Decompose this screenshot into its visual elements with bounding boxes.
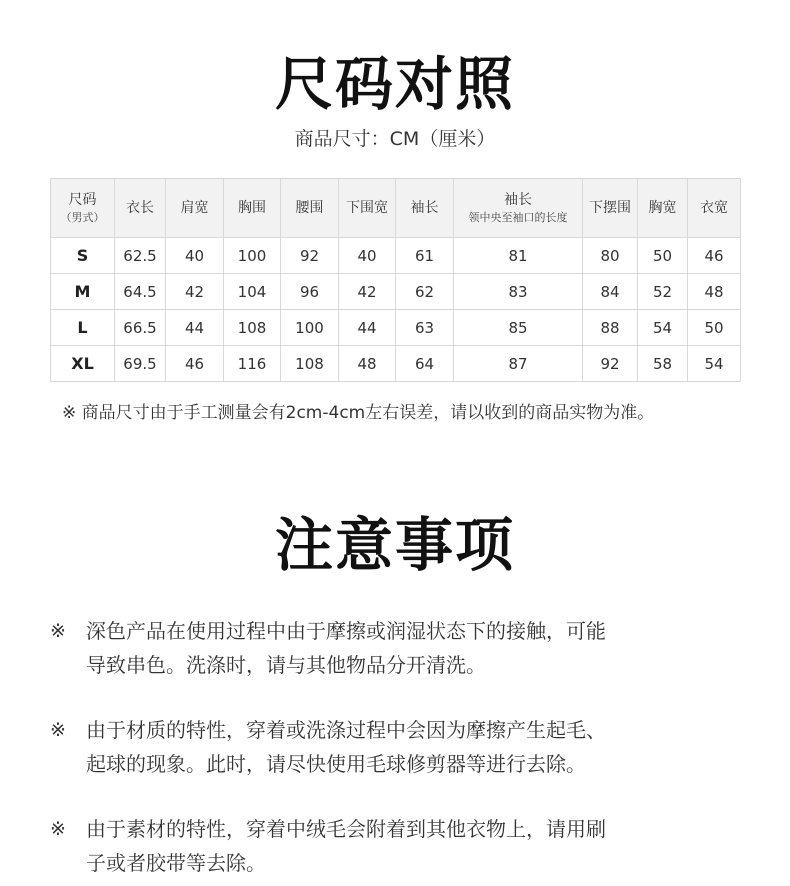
table-row (51, 274, 741, 310)
table-cell: 64 (396, 346, 454, 382)
caution-line: 导致串色。洗涤时，请与其他物品分开清洗。 (86, 653, 486, 677)
table-header-row (51, 179, 741, 238)
table-cell: 92 (281, 238, 339, 274)
cautions-title: 注意事项 (274, 511, 515, 579)
table-header-cell (51, 179, 115, 238)
table-header-cell (396, 179, 454, 238)
table-cell: 54 (688, 346, 741, 382)
size-label-cell: M (51, 274, 115, 310)
header-sublabel: 领中央至袖口的长度 (468, 211, 568, 224)
table-header-cell (281, 179, 339, 238)
table-cell: 48 (339, 346, 396, 382)
header-label: 下摆围 (589, 200, 631, 216)
table-header-cell (224, 179, 281, 238)
header-label: 袖长 (504, 192, 532, 208)
table-row (51, 346, 741, 382)
table-header-cell (688, 179, 741, 238)
table-cell: 80 (583, 238, 638, 274)
table-cell: 92 (583, 346, 638, 382)
table-cell: 108 (224, 310, 281, 346)
header-label: 胸围 (238, 200, 266, 216)
table-cell: 52 (638, 274, 688, 310)
table-cell: 54 (638, 310, 688, 346)
caution-line: 起球的现象。此时，请尽快使用毛球修剪器等进行去除。 (86, 752, 586, 776)
table-cell: 46 (688, 238, 741, 274)
table-cell: 100 (224, 238, 281, 274)
size-table (50, 178, 741, 382)
table-header-cell (454, 179, 583, 238)
header-sublabel: （男式） (60, 211, 105, 224)
table-header-cell (115, 179, 166, 238)
table-row (51, 238, 741, 274)
table-cell: 61 (396, 238, 454, 274)
table-cell: 42 (339, 274, 396, 310)
caution-line: 由于素材的特性，穿着中绒毛会附着到其他衣物上，请用刷 (86, 817, 606, 841)
table-header-cell (339, 179, 396, 238)
table-cell: 42 (166, 274, 224, 310)
size-label-cell: XL (51, 346, 115, 382)
header-label: 下围宽 (346, 200, 388, 216)
table-cell: 48 (688, 274, 741, 310)
header-label: 尺码 (68, 192, 97, 208)
table-cell: 88 (583, 310, 638, 346)
reference-mark-icon: ※ (50, 719, 66, 741)
size-label-cell: S (51, 238, 115, 274)
table-header-cell (583, 179, 638, 238)
header-label: 衣宽 (700, 200, 728, 216)
table-cell: 44 (166, 310, 224, 346)
table-cell: 116 (224, 346, 281, 382)
caution-text (86, 713, 750, 781)
table-cell: 44 (339, 310, 396, 346)
table-cell: 100 (281, 310, 339, 346)
table-cell: 50 (688, 310, 741, 346)
caution-line: 子或者胶带等去除。 (86, 851, 266, 875)
reference-mark-icon: ※ (50, 818, 66, 840)
header-label: 腰围 (295, 200, 324, 216)
table-body (51, 238, 741, 382)
table-cell: 69.5 (115, 346, 166, 382)
header-label: 袖长 (410, 200, 439, 216)
table-cell: 40 (166, 238, 224, 274)
table-cell: 58 (638, 346, 688, 382)
reference-mark-icon: ※ (50, 620, 66, 642)
caution-item (50, 614, 750, 682)
header-label: 衣长 (126, 200, 154, 216)
caution-text (86, 812, 750, 880)
table-cell: 64.5 (115, 274, 166, 310)
caution-line: 由于材质的特性，穿着或洗涤过程中会因为摩擦产生起毛、 (86, 718, 606, 742)
measurement-note: ※ 商品尺寸由于手工测量会有2cm-4cm左右误差，请以收到的商品实物为准。 (62, 403, 655, 423)
table-cell: 87 (454, 346, 583, 382)
cautions-list (50, 614, 750, 886)
table-cell: 85 (454, 310, 583, 346)
table-cell: 108 (281, 346, 339, 382)
size-chart-subtitle: 商品尺寸：CM（厘米） (294, 128, 496, 150)
table-cell: 66.5 (115, 310, 166, 346)
table-header-cell (166, 179, 224, 238)
table-row (51, 310, 741, 346)
table-cell: 84 (583, 274, 638, 310)
table-cell: 96 (281, 274, 339, 310)
size-chart-title: 尺码对照 (274, 50, 515, 118)
table-cell: 63 (396, 310, 454, 346)
size-label-cell: L (51, 310, 115, 346)
table-cell: 81 (454, 238, 583, 274)
header-label: 胸宽 (648, 200, 677, 216)
caution-line: 深色产品在使用过程中由于摩擦或润湿状态下的接触，可能 (86, 619, 606, 643)
table-cell: 83 (454, 274, 583, 310)
table-cell: 62 (396, 274, 454, 310)
table-header-cell (638, 179, 688, 238)
table-cell: 50 (638, 238, 688, 274)
table-cell: 62.5 (115, 238, 166, 274)
caution-item (50, 812, 750, 880)
table-cell: 46 (166, 346, 224, 382)
caution-item (50, 713, 750, 781)
table-cell: 104 (224, 274, 281, 310)
caution-text (86, 614, 750, 682)
header-label: 肩宽 (180, 200, 209, 216)
table-cell: 40 (339, 238, 396, 274)
